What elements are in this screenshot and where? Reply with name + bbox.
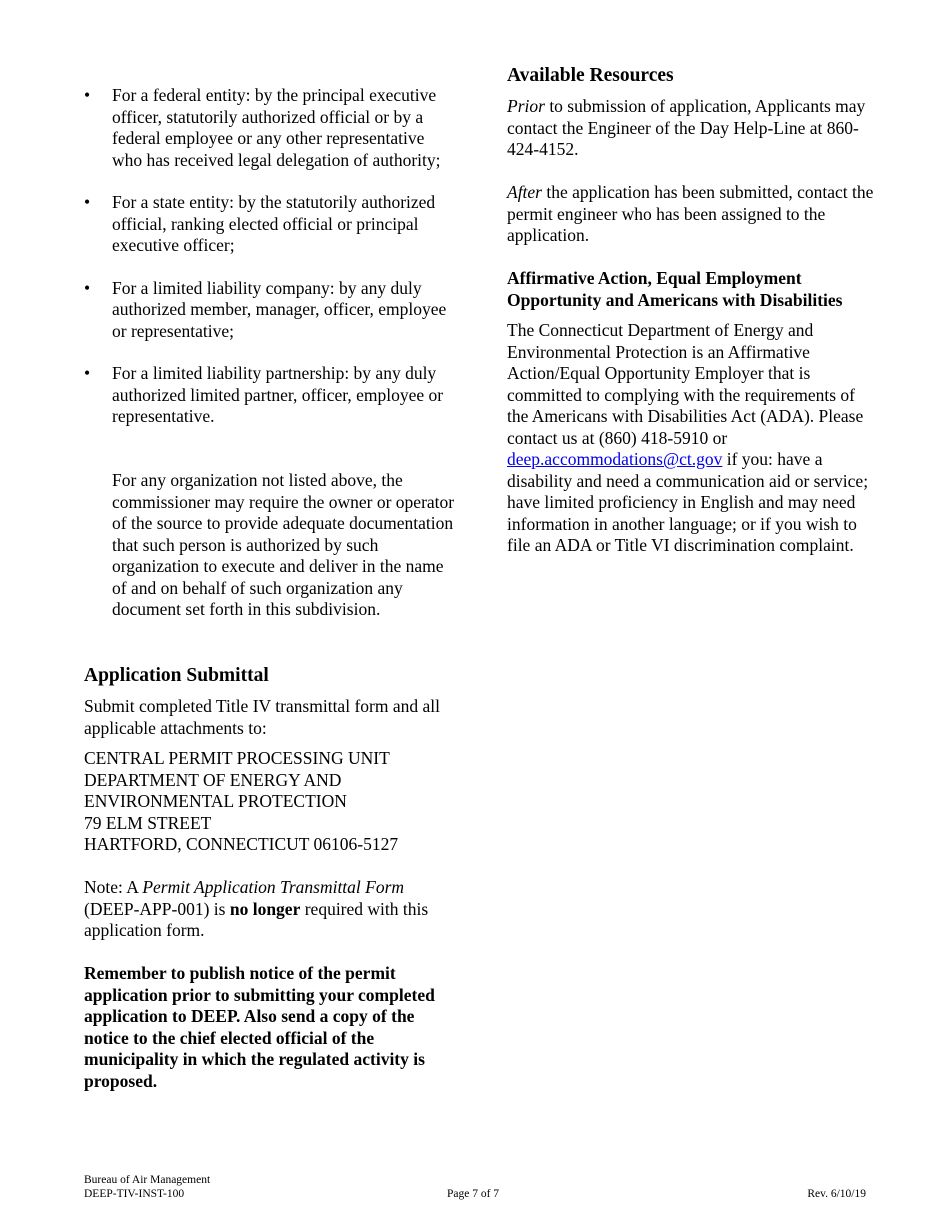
footer-bureau: Bureau of Air Management [84, 1174, 211, 1186]
bullet-icon: • [84, 85, 91, 105]
after-emphasis: After [507, 182, 542, 202]
publish-notice-reminder: Remember to publish notice of the permit application prior to submitting your completed application to DEEP. Also send a copy of the notice to the chief elected official of the municipality in which the regulated activity is proposed. [84, 963, 435, 1091]
footer-left [84, 1173, 210, 1201]
footer-revision: Rev. 6/10/19 [807, 1188, 866, 1200]
signatory-bullet-list [84, 85, 456, 449]
bullet-icon: • [84, 363, 91, 383]
bullet-text-state: For a state entity: by the statutorily authorized official, ranking elected official or principal executive officer; [112, 192, 436, 255]
note-middle: (DEEP-APP-001) is [84, 898, 230, 919]
list-item [84, 192, 456, 257]
ada-paragraph [507, 320, 877, 557]
organization-paragraph: For any organization not listed above, the commissioner may require the owner or operator of the source to provide adequate documentation that such person is authorized by such organization to execute and deliver in the name of and on behalf of such organization any document set forth in this subdivision. [112, 470, 455, 619]
accommodations-email-link[interactable]: deep.accommodations@ct.gov [507, 449, 723, 469]
mailing-address [84, 748, 456, 856]
address-line: ENVIRONMENTAL PROTECTION [84, 791, 347, 811]
after-submission-paragraph [507, 182, 877, 247]
ada-text-after: if you: have a disability and need a communication aid or service; have limited proficiency in English and may need information in another language; or if you wish to file an ADA or Title VI discrimination complaint. [507, 449, 869, 555]
application-submittal-heading: Application Submittal [84, 665, 269, 686]
bullet-icon: • [84, 192, 91, 212]
address-line: DEPARTMENT OF ENERGY AND [84, 769, 342, 790]
address-line: 79 ELM STREET [84, 812, 212, 833]
address-line: HARTFORD, CONNECTICUT 06106-5127 [84, 834, 399, 854]
transmittal-note [84, 877, 456, 942]
list-item [84, 363, 456, 428]
address-line: CENTRAL PERMIT PROCESSING UNIT [84, 748, 390, 768]
prior-submission-paragraph [507, 96, 877, 161]
prior-emphasis: Prior [507, 96, 545, 116]
affirmative-action-heading: Affirmative Action, Equal Employment Opportunity and Americans with Disabilities [507, 268, 843, 310]
after-text: the application has been submitted, contact the permit engineer who has been assigned to the application. [507, 182, 874, 245]
note-suffix: required with this application form. [84, 898, 429, 940]
note-form-name: Permit Application Transmittal Form [142, 877, 405, 897]
footer-form-id: DEEP-TIV-INST-100 [84, 1188, 185, 1200]
ada-text-before: The Connecticut Department of Energy and Environmental Protection is an Affirmative Action/Equal Opportunity Employer that is committed to complying with the requirements of the Americans with Disabilities Act (ADA). Please contact us at (860) 418-5910 or [507, 320, 864, 448]
bullet-text-federal: For a federal entity: by the principal executive officer, statutorily authorized official or by a federal employee or any other representative who has received legal delegation of authority; [112, 85, 441, 170]
note-emphasis: no longer [229, 898, 301, 919]
footer-page-number: Page 7 of 7 [447, 1188, 500, 1200]
note-prefix: Note: A [84, 877, 143, 897]
bullet-text-llc: For a limited liability company: by any duly authorized member, manager, officer, employee or representative; [112, 277, 447, 341]
bullet-icon: • [84, 277, 91, 298]
list-item [84, 85, 456, 171]
bullet-text-llp: For a limited liability partnership: by any duly authorized limited partner, officer, employee or representative. [112, 363, 444, 426]
available-resources-heading: Available Resources [507, 65, 674, 86]
submittal-intro: Submit completed Title IV transmittal form and all applicable attachments to: [84, 696, 440, 738]
list-item [84, 278, 456, 343]
prior-text: to submission of application, Applicants may contact the Engineer of the Day Help-Line at 860-424-4152. [507, 96, 866, 159]
